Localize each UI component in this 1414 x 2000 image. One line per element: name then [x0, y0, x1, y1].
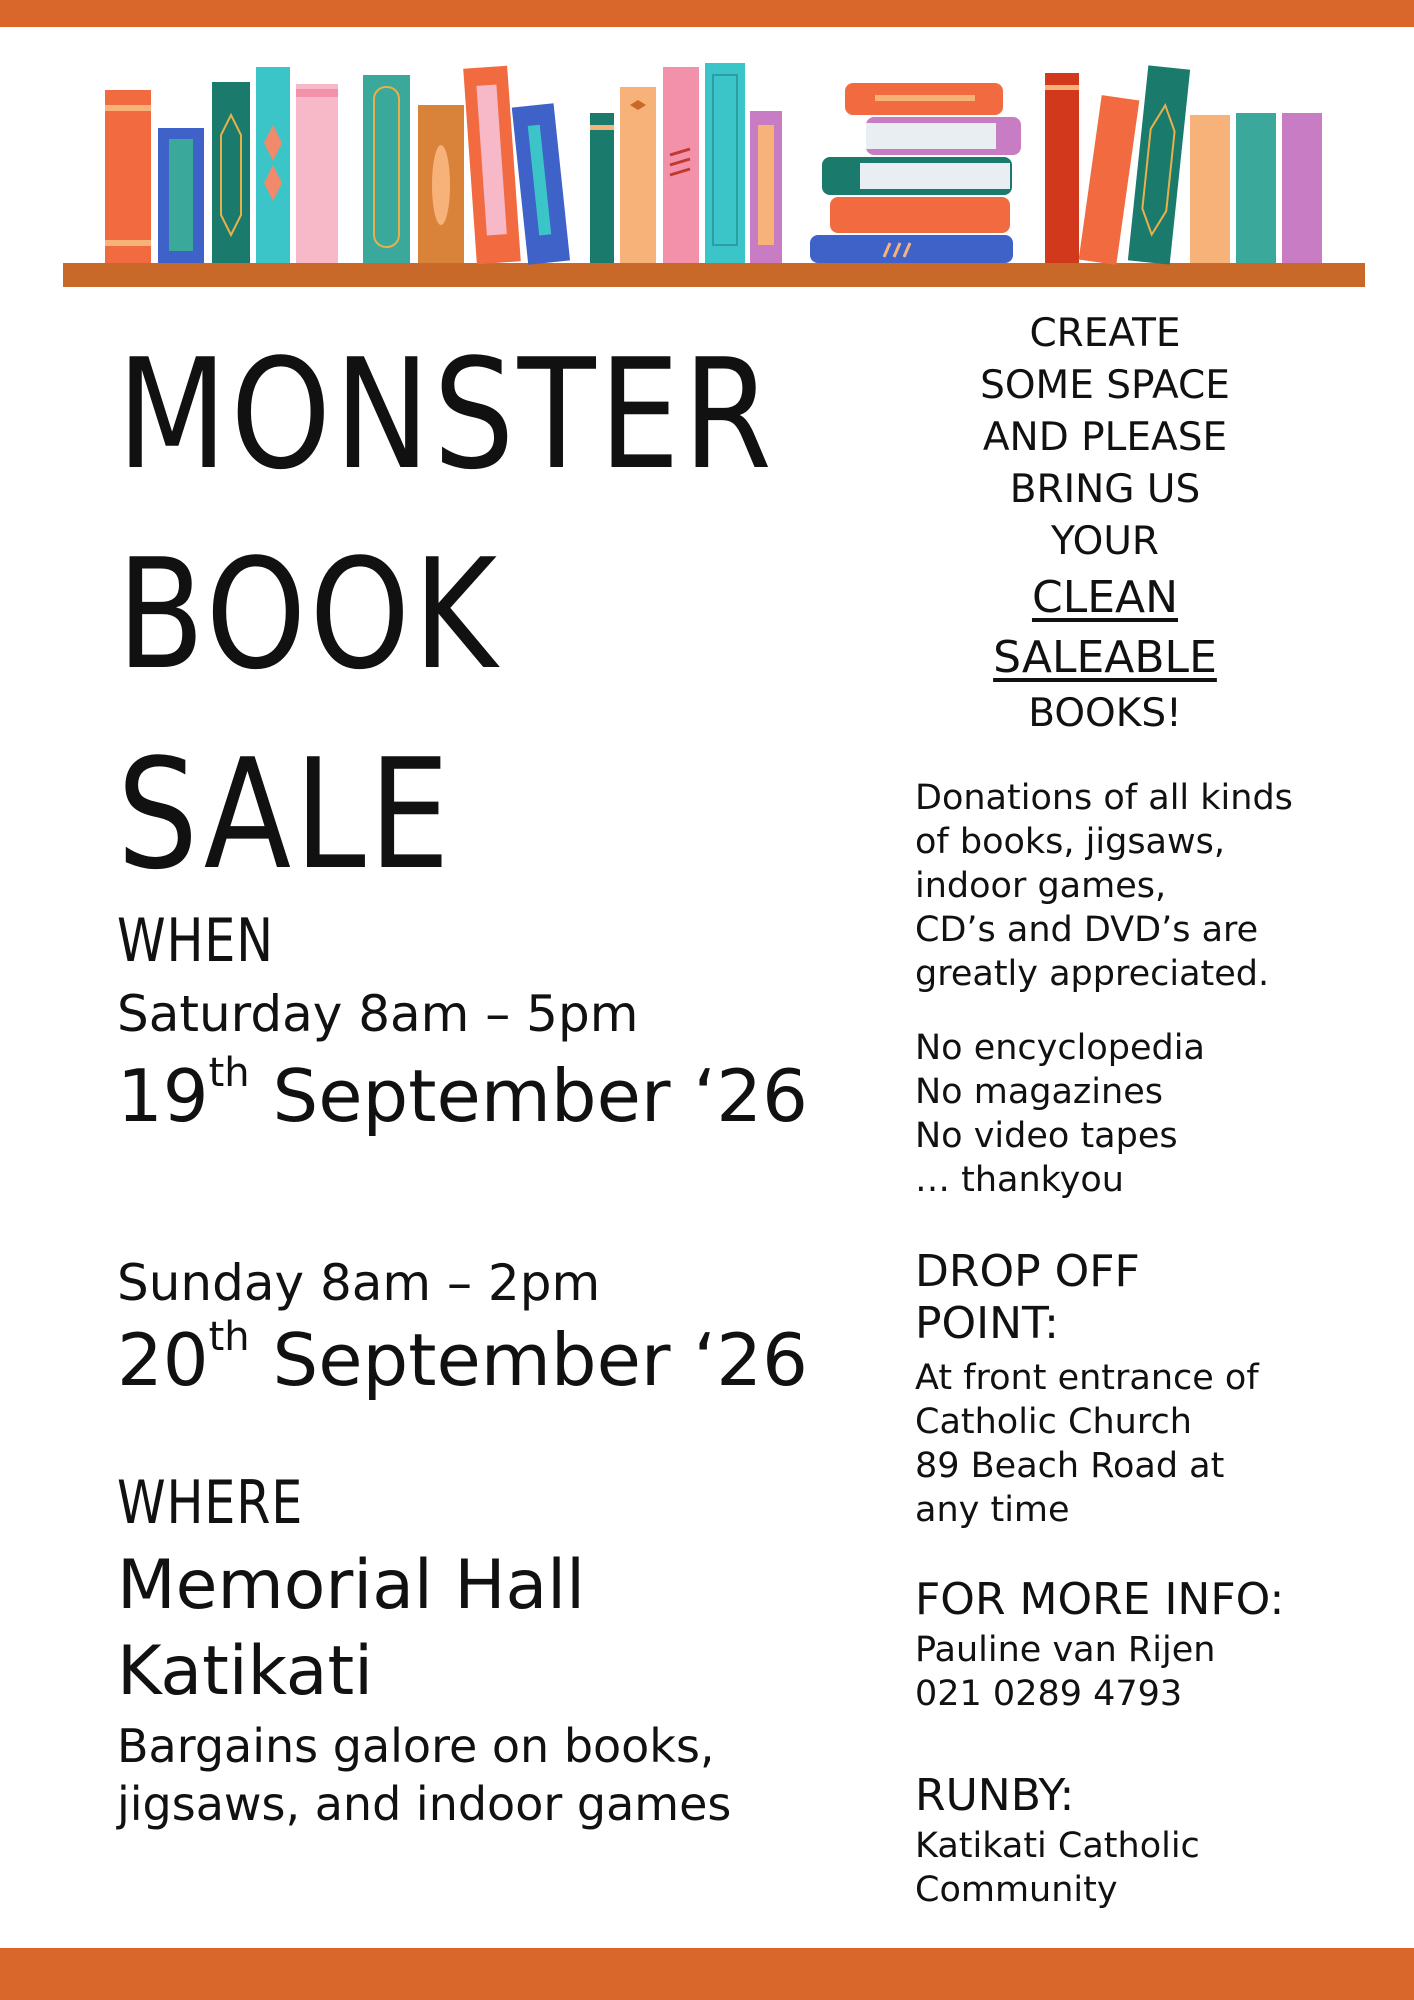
venue-line-2: Katikati [117, 1632, 374, 1711]
sunday-date: 20th September ‘26 [117, 1314, 808, 1402]
shelf-plank [63, 263, 1365, 287]
venue [117, 1543, 585, 1715]
title-line-2: BOOK [117, 526, 501, 703]
drop-off-heading: DROP OFF POINT: [915, 1246, 1140, 1349]
more-info-heading: FOR MORE INFO: [915, 1574, 1285, 1625]
organiser: Katikati Catholic Community [915, 1826, 1200, 1910]
bottom-color-band [0, 1948, 1414, 2000]
where-label: WHERE [117, 1468, 304, 1538]
contact-details [915, 1628, 1215, 1716]
bookshelf-illustration [60, 55, 1365, 290]
donation-appeal: CREATE SOME SPACE AND PLEASE BRING US YOUR CLEAN SALEABLE BOOKS! [940, 308, 1270, 740]
title-line-1: MONSTER [117, 326, 776, 503]
drop-off-details: At front entrance of Catholic Church 89 Beach Road at any time [915, 1358, 1259, 1530]
saturday-time: Saturday 8am – 5pm [117, 985, 639, 1043]
sunday-time: Sunday 8am – 2pm [117, 1254, 601, 1312]
contact-phone: 021 0289 4793 [915, 1674, 1183, 1714]
bargains-note: Bargains galore on books, jigsaws, and indoor games [117, 1719, 732, 1831]
saturday-date: 19th September ‘26 [117, 1050, 808, 1138]
underlined-clean: CLEAN [1031, 572, 1179, 623]
event-title [117, 315, 775, 915]
venue-line-1: Memorial Hall [117, 1546, 585, 1625]
book-spines-right [1045, 65, 1322, 264]
book-spines-middle [590, 63, 782, 263]
book-spines-left [105, 66, 570, 265]
runby-heading: RUNBY: [915, 1770, 1075, 1821]
title-line-3: SALE [117, 726, 454, 903]
exclusions-list: No encyclopedia No magazines No video tapes … thankyou [915, 1028, 1205, 1200]
donations-note: Donations of all kinds of books, jigsaws, indoor games, CD’s and DVD’s are greatly appreciated. [915, 778, 1293, 994]
when-label: WHEN [117, 906, 274, 976]
book-stack [810, 83, 1021, 263]
top-color-band [0, 0, 1414, 27]
contact-name: Pauline van Rijen [915, 1630, 1216, 1670]
underlined-saleable: SALEABLE [993, 632, 1217, 683]
